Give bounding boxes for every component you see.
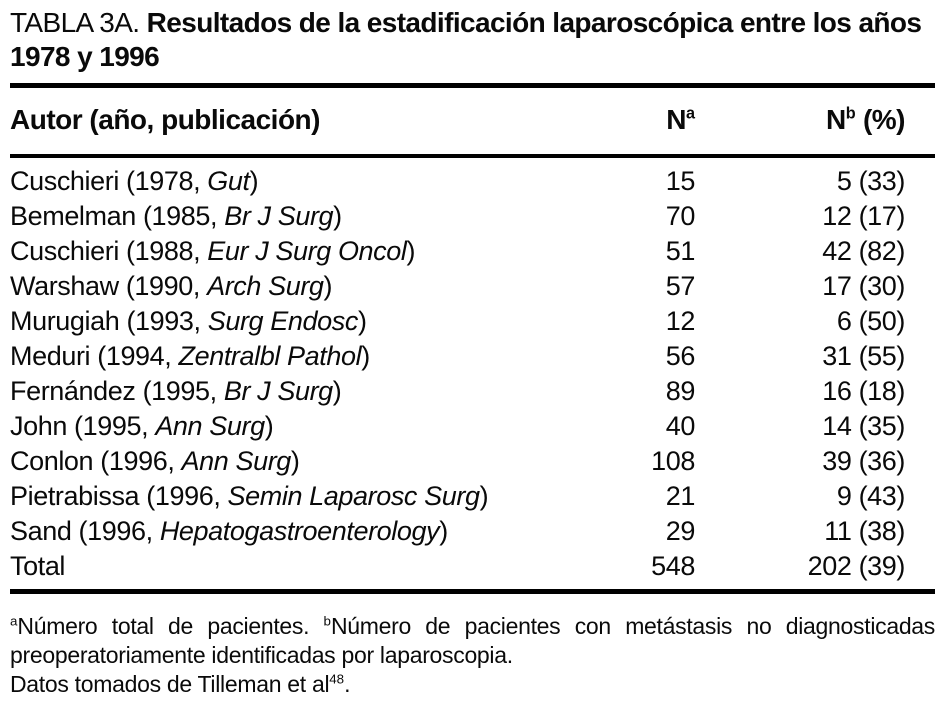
table-row [10, 269, 935, 304]
n-percent-cell: 14 (35) [822, 411, 905, 441]
superscript-a: a [685, 104, 695, 123]
author-cell: Meduri (1994, Zentralbl Pathol) [10, 341, 370, 371]
n-percent-cell: 31 (55) [822, 341, 905, 371]
results-table [10, 83, 935, 594]
author-cell: Cuschieri (1988, Eur J Surg Oncol) [10, 236, 416, 266]
n-total-cell: 56 [665, 341, 695, 371]
n-percent-cell: 17 (30) [822, 271, 905, 301]
table-row [10, 199, 935, 234]
n-total-cell: 21 [665, 481, 695, 511]
column-header-author: Autor (año, publicación) [10, 86, 580, 157]
author-cell: Cuschieri (1978, Gut) [10, 166, 259, 196]
table-body [10, 156, 935, 592]
author-cell: Conlon (1996, Ann Surg) [10, 446, 300, 476]
n-percent-cell: 9 (43) [836, 481, 905, 511]
n-total-cell: 57 [665, 271, 695, 301]
table-row [10, 339, 935, 374]
n-percent-cell: 5 (33) [836, 166, 905, 196]
table-row [10, 549, 935, 592]
author-cell: Fernández (1995, Br J Surg) [10, 376, 342, 406]
superscript-b: b [845, 104, 856, 123]
n-percent-cell: 12 (17) [822, 201, 905, 231]
table-row [10, 374, 935, 409]
author-cell: Murugiah (1993, Surg Endosc) [10, 306, 367, 336]
table-row [10, 304, 935, 339]
n-percent-cell: 6 (50) [836, 306, 905, 336]
n-percent-cell: 16 (18) [822, 376, 905, 406]
header-row [10, 86, 935, 157]
n-total-cell: 12 [665, 306, 695, 336]
author-cell: Pietrabissa (1996, Semin Laparosc Surg) [10, 481, 489, 511]
table-row [10, 514, 935, 549]
n-percent-cell: 11 (38) [824, 516, 905, 546]
footnote-source: Datos tomados de Tilleman et $al^{48}$. [10, 671, 351, 697]
table-title [10, 6, 935, 74]
n-total-cell: 70 [665, 201, 695, 231]
table-row [10, 479, 935, 514]
footnote-definitions: $^a$Número total de pacientes. $^b$Número de pacientes con metástasis no diagnosticadas preoperatoriamente identificadas por laparoscopia. [10, 613, 936, 668]
author-cell: Warshaw (1990, Arch Surg) [10, 271, 333, 301]
n-percent-cell: 42 (82) [822, 236, 905, 266]
column-header-n-total: $N^a$ [580, 86, 695, 157]
n-total-cell: 29 [665, 516, 695, 546]
table-row [10, 409, 935, 444]
author-cell: Total [10, 551, 66, 581]
table-row [10, 156, 935, 199]
n-percent-cell: 39 (36) [822, 446, 905, 476]
n-total-cell: 89 [665, 376, 695, 406]
n-total-cell: 548 [651, 551, 695, 581]
author-cell: Bemelman (1985, Br J Surg) [10, 201, 342, 231]
table-title-text: Resultados de la estadificación laparoscópica entre los años 1978 y 1996 [10, 7, 922, 72]
footnote-section [10, 612, 935, 699]
n-total-cell: 108 [651, 446, 695, 476]
author-cell: Sand (1996, Hepatogastroenterology) [10, 516, 448, 546]
n-total-cell: 15 [665, 166, 695, 196]
n-total-cell: 51 [665, 236, 695, 266]
column-header-n-percent: $N^b$ (%) [695, 86, 935, 157]
table-number-label: TABLA 3A. [10, 7, 140, 38]
table-row [10, 444, 935, 479]
table-header [10, 86, 935, 157]
n-percent-cell: 202 (39) [807, 551, 905, 581]
n-total-cell: 40 [665, 411, 695, 441]
author-cell: John (1995, Ann Surg) [10, 411, 274, 441]
table-row [10, 234, 935, 269]
